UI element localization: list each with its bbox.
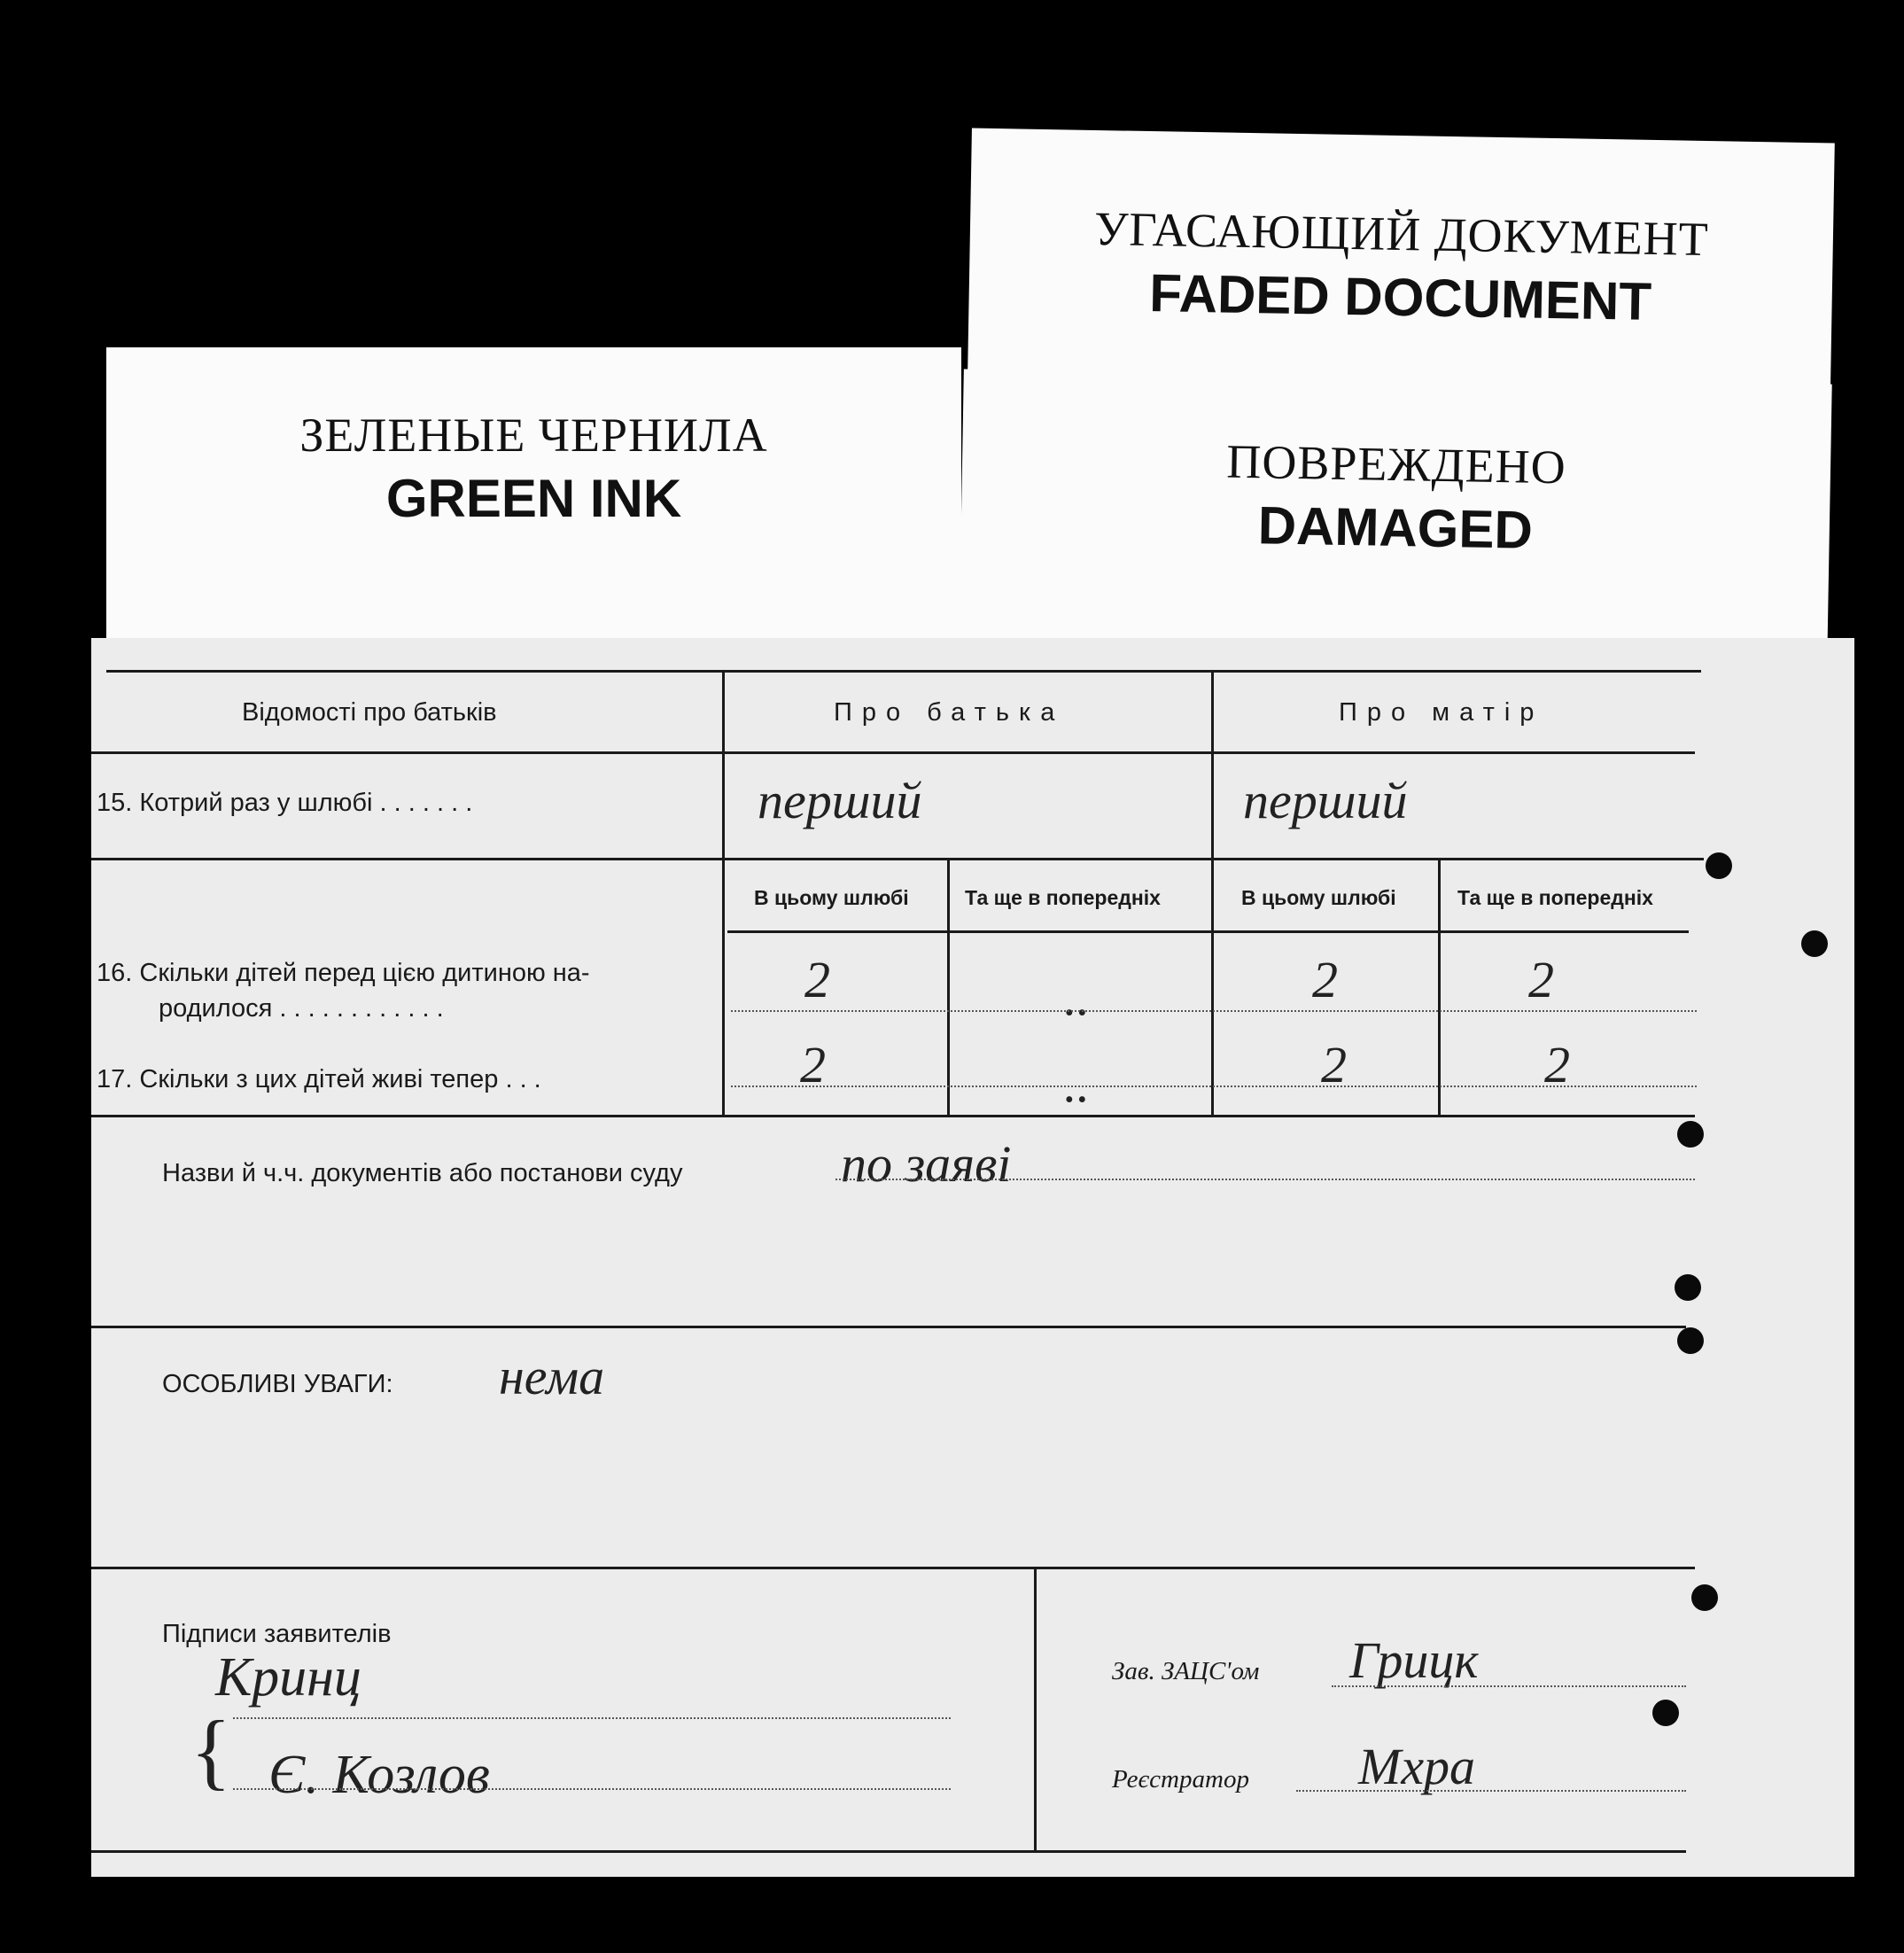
row15-mother-value: перший — [1243, 772, 1408, 829]
documents-value: по заяві — [841, 1135, 1012, 1193]
row15-label: 15. Котрий раз у шлюбі . . . . . . . — [97, 789, 473, 817]
applicant-brace-icon: { — [190, 1703, 232, 1798]
rule-subheader — [727, 930, 1689, 933]
signatures-label: Підписи заявителів — [162, 1620, 392, 1648]
punch-hole — [1706, 852, 1732, 879]
rule-row17 — [91, 1115, 1695, 1117]
col-divider-parents — [722, 670, 725, 1115]
row16-mother-this: 2 — [1312, 951, 1338, 1008]
head-label: Зав. ЗАЦС'ом — [1112, 1657, 1260, 1685]
row16-dotted-line — [731, 1010, 1697, 1012]
header-father: Про батька — [834, 698, 1065, 727]
col-divider-mother-prev — [1438, 858, 1441, 1115]
green-ink-en: GREEN INK — [385, 469, 682, 528]
punch-hole — [1691, 1584, 1718, 1611]
col-divider-mother — [1211, 670, 1214, 1115]
subheader-father-prev: Та ще в попередніх — [965, 886, 1161, 909]
damaged-card — [959, 369, 1831, 667]
head-signature: Грицк — [1349, 1631, 1479, 1689]
faded-document-en: FADED DOCUMENT — [1148, 263, 1652, 331]
head-dotted-line — [1332, 1685, 1686, 1687]
punch-hole — [1677, 1327, 1704, 1354]
remarks-label: ОСОБЛИВІ УВАГИ: — [162, 1370, 393, 1398]
rule-header — [91, 751, 1695, 754]
rule-remarks — [91, 1567, 1695, 1569]
row15-father-value: перший — [758, 772, 922, 829]
row17-mother-prev: 2 — [1544, 1036, 1570, 1093]
applicant1-signature: Кринц — [215, 1647, 361, 1708]
registrar-label: Реєстратор — [1112, 1765, 1249, 1793]
rule-top — [106, 670, 1701, 673]
applicant2-signature: Є. Козлов — [268, 1745, 490, 1805]
col-divider-father-prev — [947, 858, 950, 1115]
punch-hole — [1675, 1274, 1701, 1301]
rule-bottom — [91, 1850, 1686, 1853]
damaged-ru: ПОВРЕЖДЕНО — [1225, 434, 1567, 494]
col-divider-signatures — [1034, 1567, 1037, 1850]
row17-father-this: 2 — [800, 1036, 826, 1093]
registration-form — [91, 638, 1854, 1877]
row17-mother-this: 2 — [1321, 1036, 1347, 1093]
registrar-dotted-line — [1296, 1790, 1686, 1792]
row17-dotted-line — [731, 1085, 1697, 1087]
header-mother: Про матір — [1339, 698, 1544, 727]
row17-father-prev: .. — [1064, 1055, 1090, 1113]
row17-label: 17. Скільки з цих дітей живі тепер . . . — [97, 1065, 541, 1093]
punch-hole — [1677, 1121, 1704, 1148]
punch-hole — [1652, 1700, 1679, 1726]
row16-label-line1: 16. Скільки дітей перед цією дитиною на- — [97, 959, 590, 987]
green-ink-ru: ЗЕЛЕНЫЕ ЧЕРНИЛА — [299, 408, 768, 462]
applicant2-dotted-line — [233, 1788, 951, 1790]
row16-father-prev: .. — [1064, 969, 1090, 1026]
subheader-mother-this: В цьому шлюбі — [1241, 886, 1396, 909]
rule-documents — [91, 1326, 1686, 1328]
row16-mother-prev: 2 — [1528, 951, 1554, 1008]
header-parents: Відомості про батьків — [242, 698, 497, 727]
subheader-mother-prev: Та ще в попередніх — [1457, 886, 1653, 909]
row16-father-this: 2 — [804, 951, 830, 1008]
documents-label: Назви й ч.ч. документів або постанови суду — [162, 1159, 683, 1187]
documents-dotted-line — [835, 1179, 1695, 1180]
remarks-value: нема — [499, 1348, 605, 1405]
rule-row15 — [91, 858, 1704, 860]
damaged-en: DAMAGED — [1257, 495, 1534, 560]
faded-document-ru: УГАСАЮЩИЙ ДОКУМЕНТ — [1093, 201, 1710, 267]
green-ink-card — [106, 347, 961, 657]
applicant1-dotted-line — [233, 1717, 951, 1719]
registrar-signature: Мхра — [1358, 1738, 1476, 1795]
punch-hole — [1801, 930, 1828, 957]
row16-label-line2: родилося . . . . . . . . . . . . — [159, 994, 444, 1023]
subheader-father-this: В цьому шлюбі — [754, 886, 909, 909]
